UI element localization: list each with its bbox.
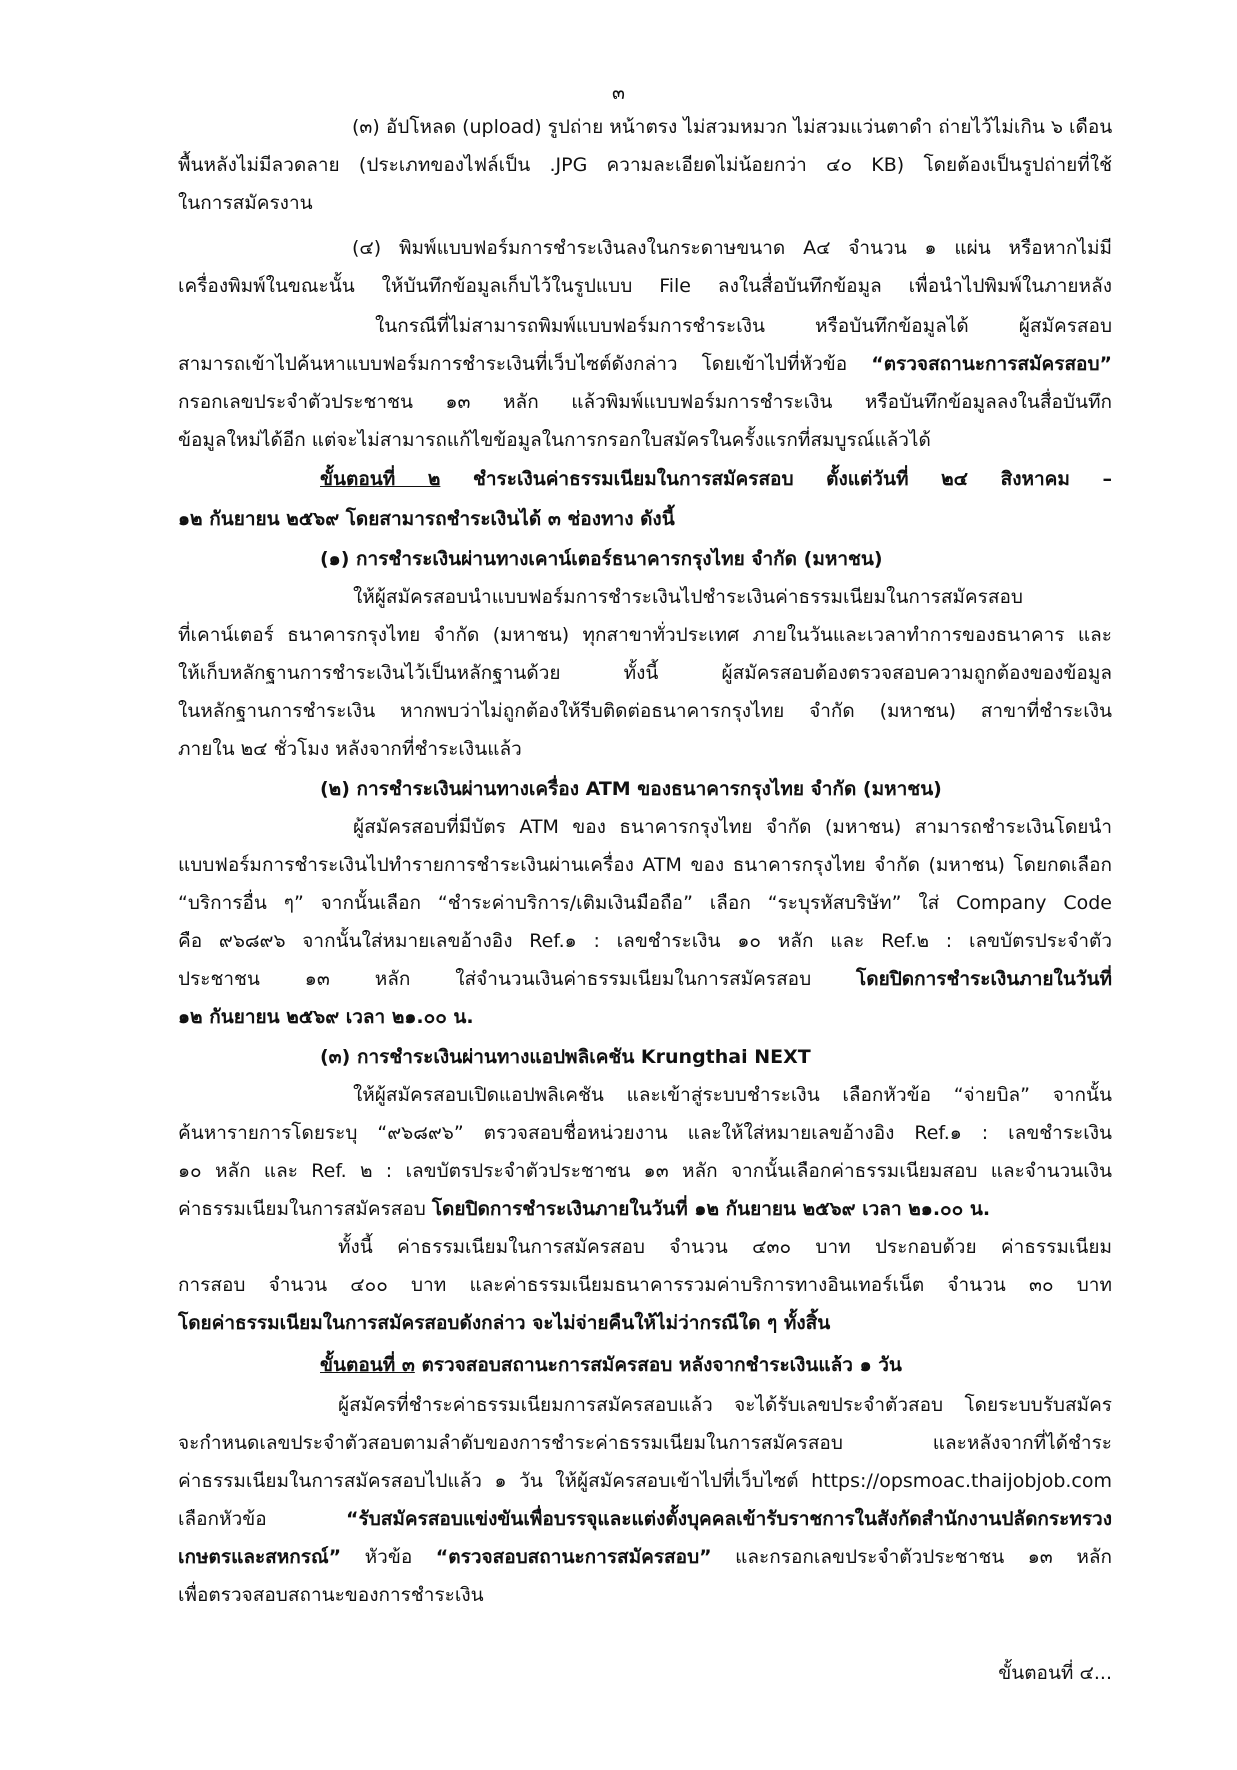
method-1-heading: (๑) การชำระเงินผ่านทางเคาน์เตอร์ธนาคารกรุงไทย จำกัด (มหาชน): [320, 548, 883, 570]
paragraph-line: คือ ๙๖๘๙๖ จากนั้นใส่หมายเลขอ้างอิง Ref.๑ : เลขชำระเงิน ๑๐ หลัก และ Ref.๒ : เลขบัตรประจำตัว: [178, 930, 1112, 952]
paragraph-line: ให้เก็บหลักฐานการชำระเงินไว้เป็นหลักฐานด้วย ทั้งนี้ ผู้สมัครสอบต้องตรวจสอบความถูกต้องของข้อมูล: [178, 662, 1112, 684]
paragraph-line: เครื่องพิมพ์ในขณะนั้น ให้บันทึกข้อมูลเก็บไว้ในรูปแบบ File ลงในสื่อบันทึกข้อมูล เพื่อนำไปพิมพ์ในภายหลัง: [178, 275, 1112, 297]
step-2-heading: ขั้นตอนที่ ๒ ชำระเงินค่าธรรมเนียมในการสมัครสอบ ตั้งแต่วันที่ ๒๔ สิงหาคม –: [320, 468, 1112, 490]
page-number: ๓: [612, 82, 625, 104]
paragraph-line: ประชาชน ๑๓ หลัก ใส่จำนวนเงินค่าธรรมเนียมในการสมัครสอบ โดยปิดการชำระเงินภายในวันที่: [178, 968, 1112, 990]
paragraph-line: ๑๐ หลัก และ Ref. ๒ : เลขบัตรประจำตัวประชาชน ๑๓ หลัก จากนั้นเลือกค่าธรรมเนียมสอบ และจำนวนเงิน: [178, 1160, 1112, 1182]
step-2-heading-cont: ๑๒ กันยายน ๒๕๖๙ โดยสามารถชำระเงินได้ ๓ ช่องทาง ดังนี้: [178, 508, 675, 530]
paragraph-line: ที่เคาน์เตอร์ ธนาคารกรุงไทย จำกัด (มหาชน) ทุกสาขาทั่วประเทศ ภายในวันและเวลาทำการของธนาคาร และ: [178, 624, 1112, 646]
paragraph-line: เลือกหัวข้อ “รับสมัครสอบแข่งขันเพื่อบรรจุและแต่งตั้งบุคคลเข้ารับราชการในสังกัดสำนักงานปลัดกระทรวง: [178, 1508, 1112, 1530]
paragraph-line: เกษตรและสหกรณ์” หัวข้อ “ตรวจสอบสถานะการสมัครสอบ” และกรอกเลขประจำตัวประชาชน ๑๓ หลัก: [178, 1546, 1112, 1568]
paragraph-line: แบบฟอร์มการชำระเงินไปทำรายการชำระเงินผ่านเครื่อง ATM ของ ธนาคารกรุงไทย จำกัด (มหาชน) โดยกดเลือก: [178, 854, 1112, 876]
paragraph-line: ผู้สมัครสอบที่มีบัตร ATM ของ ธนาคารกรุงไทย จำกัด (มหาชน) สามารถชำระเงินโดยนำ: [353, 816, 1112, 838]
paragraph-line: “บริการอื่น ๆ” จากนั้นเลือก “ชำระค่าบริการ/เติมเงินมือถือ” เลือก “ระบุรหัสบริษัท” ใส่ Company Code: [178, 892, 1112, 914]
paragraph-line: พื้นหลังไม่มีลวดลาย (ประเภทของไฟล์เป็น .JPG ความละเอียดไม่น้อยกว่า ๔๐ KB) โดยต้องเป็นรูปถ่ายที่ใช้: [178, 154, 1112, 176]
paragraph-line: กรอกเลขประจำตัวประชาชน ๑๓ หลัก แล้วพิมพ์แบบฟอร์มการชำระเงิน หรือบันทึกข้อมูลลงในสื่อบันทึก: [178, 391, 1112, 413]
paragraph-line: ๑๒ กันยายน ๒๕๖๙ เวลา ๒๑.๐๐ น.: [178, 1006, 474, 1028]
paragraph-line: (๓) อัปโหลด (upload) รูปถ่าย หน้าตรง ไม่สวมหมวก ไม่สวมแว่นตาดำ ถ่ายไว้ไม่เกิน ๖ เดือน: [352, 116, 1113, 138]
paragraph-line: สามารถเข้าไปค้นหาแบบฟอร์มการชำระเงินที่เว็บไซต์ดังกล่าว โดยเข้าไปที่หัวข้อ “ตรวจสถานะการสมัครสอบ”: [178, 353, 1112, 375]
paragraph-line: ในหลักฐานการชำระเงิน หากพบว่าไม่ถูกต้องให้รีบติดต่อธนาคารกรุงไทย จำกัด (มหาชน) สาขาที่ชำระเงิน: [178, 700, 1112, 722]
paragraph-line: ทั้งนี้ ค่าธรรมเนียมในการสมัครสอบ จำนวน ๔๓๐ บาท ประกอบด้วย ค่าธรรมเนียม: [338, 1236, 1112, 1258]
step-3-heading: ขั้นตอนที่ ๓ ตรวจสอบสถานะการสมัครสอบ หลังจากชำระเงินแล้ว ๑ วัน: [320, 1354, 902, 1376]
paragraph-line: โดยค่าธรรมเนียมในการสมัครสอบดังกล่าว จะไม่จ่ายคืนให้ไม่ว่ากรณีใด ๆ ทั้งสิ้น: [178, 1312, 831, 1334]
next-page-indicator: ขั้นตอนที่ ๔...: [998, 1662, 1112, 1684]
paragraph-line: ในกรณีที่ไม่สามารถพิมพ์แบบฟอร์มการชำระเงิน หรือบันทึกข้อมูลได้ ผู้สมัครสอบ: [375, 315, 1112, 337]
paragraph-line: ให้ผู้สมัครสอบเปิดแอปพลิเคชัน และเข้าสู่ระบบชำระเงิน เลือกหัวข้อ “จ่ายบิล” จากนั้น: [353, 1084, 1112, 1106]
method-3-heading: (๓) การชำระเงินผ่านทางแอปพลิเคชัน Krungthai NEXT: [320, 1046, 811, 1068]
paragraph-line: ค่าธรรมเนียมในการสมัครสอบ โดยปิดการชำระเงินภายในวันที่ ๑๒ กันยายน ๒๕๖๙ เวลา ๒๑.๐๐ น.: [178, 1198, 991, 1220]
paragraph-line: (๔) พิมพ์แบบฟอร์มการชำระเงินลงในกระดาษขนาด A๔ จำนวน ๑ แผ่น หรือหากไม่มี: [352, 237, 1112, 259]
paragraph-line: ให้ผู้สมัครสอบนำแบบฟอร์มการชำระเงินไปชำระเงินค่าธรรมเนียมในการสมัครสอบ: [353, 586, 1023, 608]
paragraph-line: ข้อมูลใหม่ได้อีก แต่จะไม่สามารถแก้ไขข้อมูลในการกรอกใบสมัครในครั้งแรกที่สมบูรณ์แล้วได้: [178, 429, 931, 451]
paragraph-line: ผู้สมัครที่ชำระค่าธรรมเนียมการสมัครสอบแล้ว จะได้รับเลขประจำตัวสอบ โดยระบบรับสมัคร: [338, 1394, 1112, 1416]
paragraph-line: เพื่อตรวจสอบสถานะของการชำระเงิน: [178, 1584, 484, 1606]
paragraph-line: ภายใน ๒๔ ชั่วโมง หลังจากที่ชำระเงินแล้ว: [178, 738, 522, 760]
paragraph-line: ค้นหารายการโดยระบุ “๙๖๘๙๖” ตรวจสอบชื่อหน่วยงาน และให้ใส่หมายเลขอ้างอิง Ref.๑ : เลขชำระเงิน: [178, 1122, 1112, 1144]
method-2-heading: (๒) การชำระเงินผ่านทางเครื่อง ATM ของธนาคารกรุงไทย จำกัด (มหาชน): [320, 778, 942, 800]
paragraph-line: จะกำหนดเลขประจำตัวสอบตามลำดับของการชำระค่าธรรมเนียมในการสมัครสอบ และหลังจากที่ได้ชำระ: [178, 1432, 1112, 1454]
paragraph-line: ในการสมัครงาน: [178, 192, 313, 214]
paragraph-line: การสอบ จำนวน ๔๐๐ บาท และค่าธรรมเนียมธนาคารรวมค่าบริการทางอินเทอร์เน็ต จำนวน ๓๐ บาท: [178, 1274, 1112, 1296]
paragraph-line: ค่าธรรมเนียมในการสมัครสอบไปแล้ว ๑ วัน ให้ผู้สมัครสอบเข้าไปที่เว็บไซต์ https://opsmoac.thaijobjob.com: [178, 1470, 1112, 1492]
